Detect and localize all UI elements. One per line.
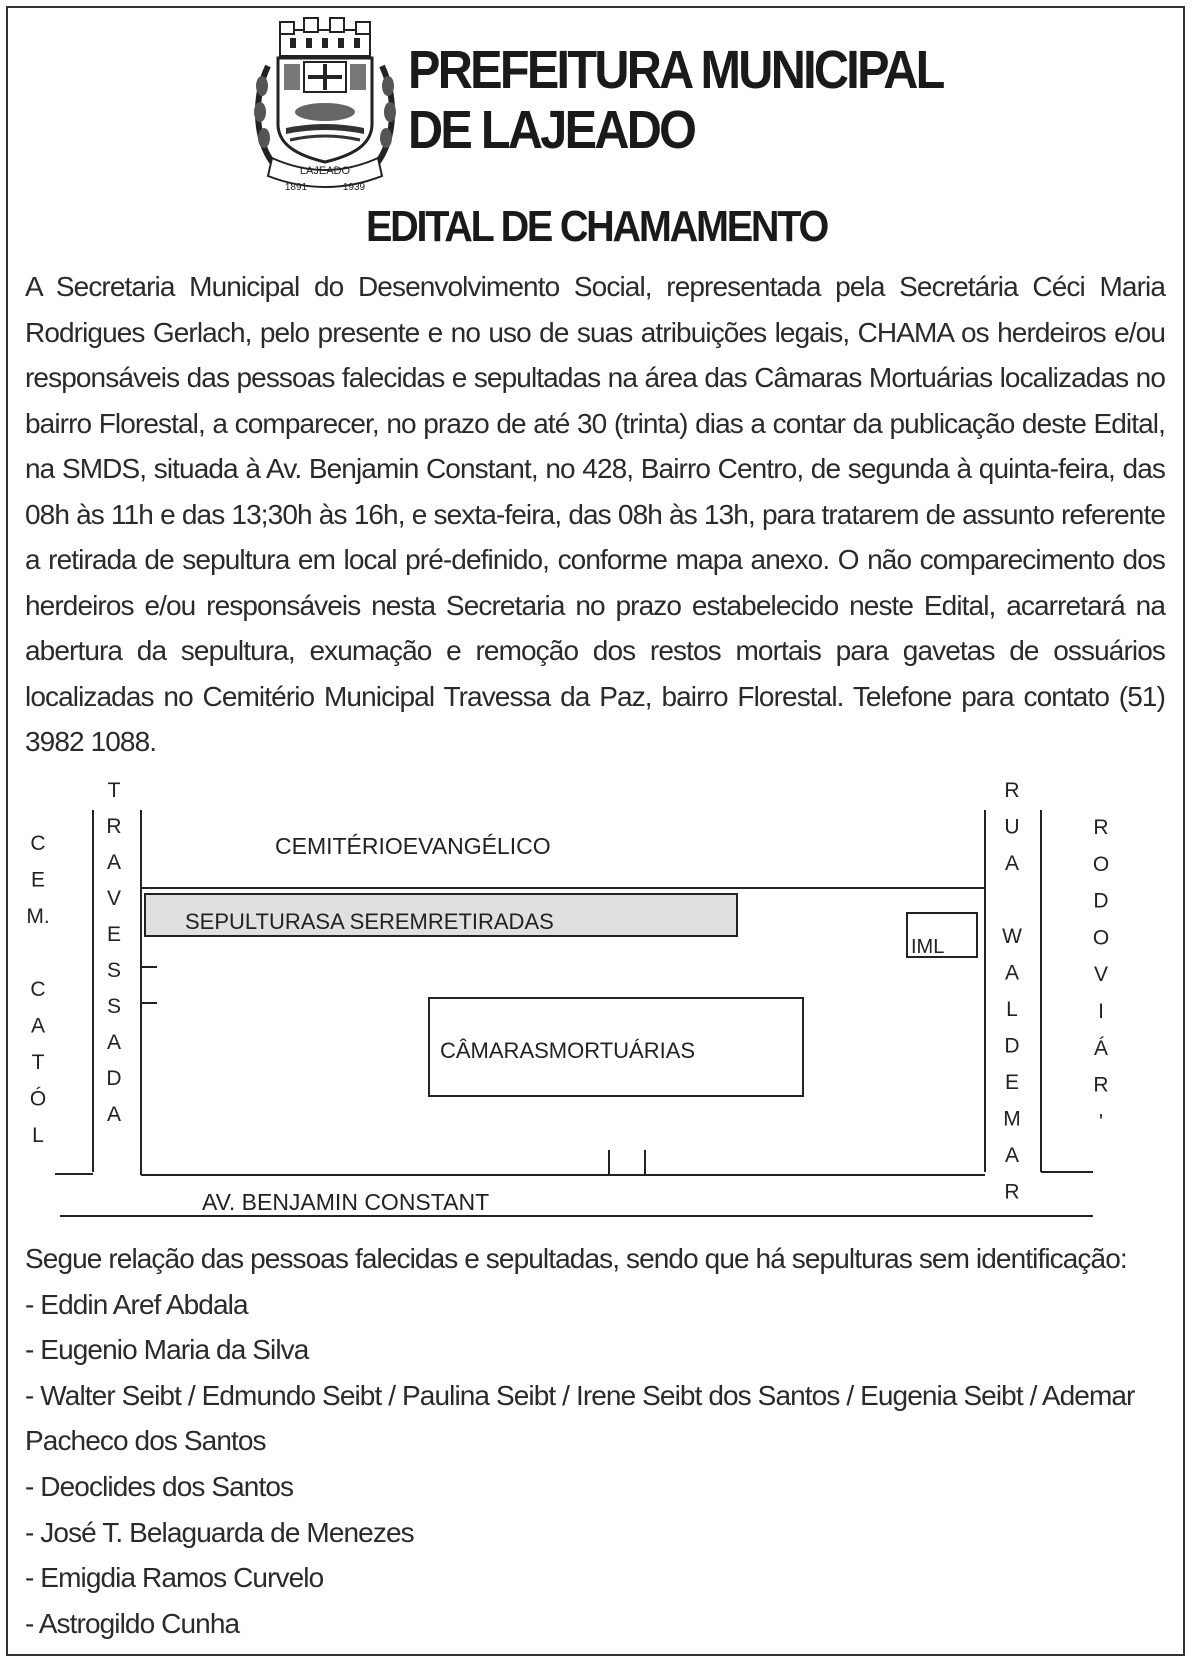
notice-body: A Secretaria Municipal do Desenvolvimento Social, representada pela Secretária Céci Maria Rodrigues Gerlach, pelo presente e no uso de suas atribuições legais, CHAMA os herdeiros e/ou responsáveis das pessoas falecidas e sepultadas na área das Câmaras Mortuárias localizadas no bairro Florestal, a comparecer, no prazo de até 30 (trinta) dias a contar da publicação deste Edital, na SMDS, situada à Av. Benjamin Constant, no 428, Bairro Centro, de segunda à quinta-feira, das 08h às 11h e das 13;30h às 16h, e sexta-feira, das 08h às 13h, para tratarem de assunto referente a retirada de sepultura em local pré-definido, conforme mapa anexo. O não comparecimento dos herdeiros e/ou responsáveis nesta Secretaria no prazo estabelecido neste Edital, acarretará na abertura da sepultura, exumação e remoção dos restos mortais para gavetas de ossuários localizadas no Cemitério Municipal Travessa da Paz, bairro Florestal. Telefone para contato (51) 3982 1088. (25, 271, 1165, 757)
map-letter: R (1004, 779, 1020, 802)
map-letter: O (1092, 926, 1110, 950)
graves-to-remove-label: SEPULTURASA SEREMRETIRADAS (185, 909, 554, 934)
map-letter: T (107, 779, 121, 802)
map-letter: O (1092, 852, 1110, 876)
mortuary-chambers-label: CÂMARASMORTUÁRIAS (440, 1038, 696, 1063)
map-letter: ' (1098, 1110, 1104, 1134)
iml-label: IML (911, 936, 945, 958)
map-letter: T (31, 1051, 45, 1074)
map-letter: E (1004, 1071, 1020, 1094)
map-letter: R (1093, 1073, 1109, 1097)
list-intro: Segue relação das pessoas falecidas e sepultadas, sendo que há sepulturas sem identificação: (25, 1243, 1127, 1274)
rodoviaria-vertical-label (1093, 816, 1109, 1133)
map-letter: S (106, 959, 122, 982)
organization-name (408, 40, 943, 160)
map-letter: C (30, 832, 46, 855)
map-letter: A (1004, 1144, 1020, 1167)
cemetery-label: CEMITÉRIOEVANGÉLICO (275, 833, 551, 859)
avenue-label: AV. BENJAMIN CONSTANT (202, 1189, 490, 1215)
list-item: - Eddin Aref Abdala (25, 1288, 248, 1320)
map-letter: Ó (29, 1087, 47, 1111)
map-letter: A (106, 1103, 122, 1126)
map-letter: A (106, 851, 122, 874)
map-letter: A (1004, 961, 1020, 985)
names-list (25, 1282, 1170, 1647)
list-item: - José T. Belaguarda de Menezes (25, 1516, 414, 1548)
map-letter: D (106, 1067, 122, 1090)
cemetery-catholic-vertical-label (26, 832, 49, 1147)
map-letter: Á (1093, 1036, 1109, 1060)
organization-name-line2: DE LAJEADO (408, 100, 695, 160)
map-letter: R (106, 815, 122, 838)
map-letter: E (30, 868, 46, 892)
map-letter: R (1004, 1180, 1020, 1204)
rua-waldemar-vertical-label (1002, 779, 1022, 1204)
map-letter: V (106, 887, 122, 910)
map-letter: M (1003, 1107, 1021, 1131)
map-letter: R (1093, 816, 1109, 839)
map-letter: M. (26, 905, 50, 928)
crest-city: LAJEADO (299, 165, 351, 177)
map-letter: D (1004, 1034, 1020, 1058)
coat-of-arms-icon (250, 16, 400, 194)
list-item: - Walter Seibt / Edmundo Seibt / Paulina Seibt / Irene Seibt dos Santos / Eugenia Seibt / Ademar Pacheco dos Santos (25, 1379, 1135, 1457)
map-letter: C (30, 978, 46, 1001)
map-letter: L (32, 1124, 44, 1147)
map-letter: A (30, 1014, 46, 1038)
map-letter: E (106, 923, 122, 946)
map-letter: D (1093, 889, 1109, 913)
map-letter: W (1002, 925, 1022, 948)
deceased-list (25, 1236, 1170, 1646)
list-item: - Astrogildo Cunha (25, 1607, 240, 1639)
list-item: - Deoclides dos Santos (25, 1470, 294, 1502)
notice-title: EDITAL DE CHAMAMENTO (365, 202, 827, 251)
map-letter: S (106, 995, 122, 1018)
crest-year-left: 1891 (284, 182, 308, 193)
list-item: - Eugenio Maria da Silva (25, 1334, 309, 1366)
map-letter: L (1006, 998, 1018, 1021)
list-item: - Emigdia Ramos Curvelo (25, 1562, 324, 1594)
map-letter: V (1093, 963, 1109, 987)
crest-year-right: 1939 (342, 182, 366, 193)
map-letter: U (1004, 815, 1020, 839)
map-letter: A (106, 1031, 122, 1054)
organization-name-line1: PREFEITURA MUNICIPAL (408, 40, 943, 100)
map-letter: A (1004, 852, 1020, 875)
map-letter: I (1098, 1000, 1104, 1023)
site-map (0, 760, 1193, 1220)
travessada-vertical-label (106, 779, 121, 1126)
